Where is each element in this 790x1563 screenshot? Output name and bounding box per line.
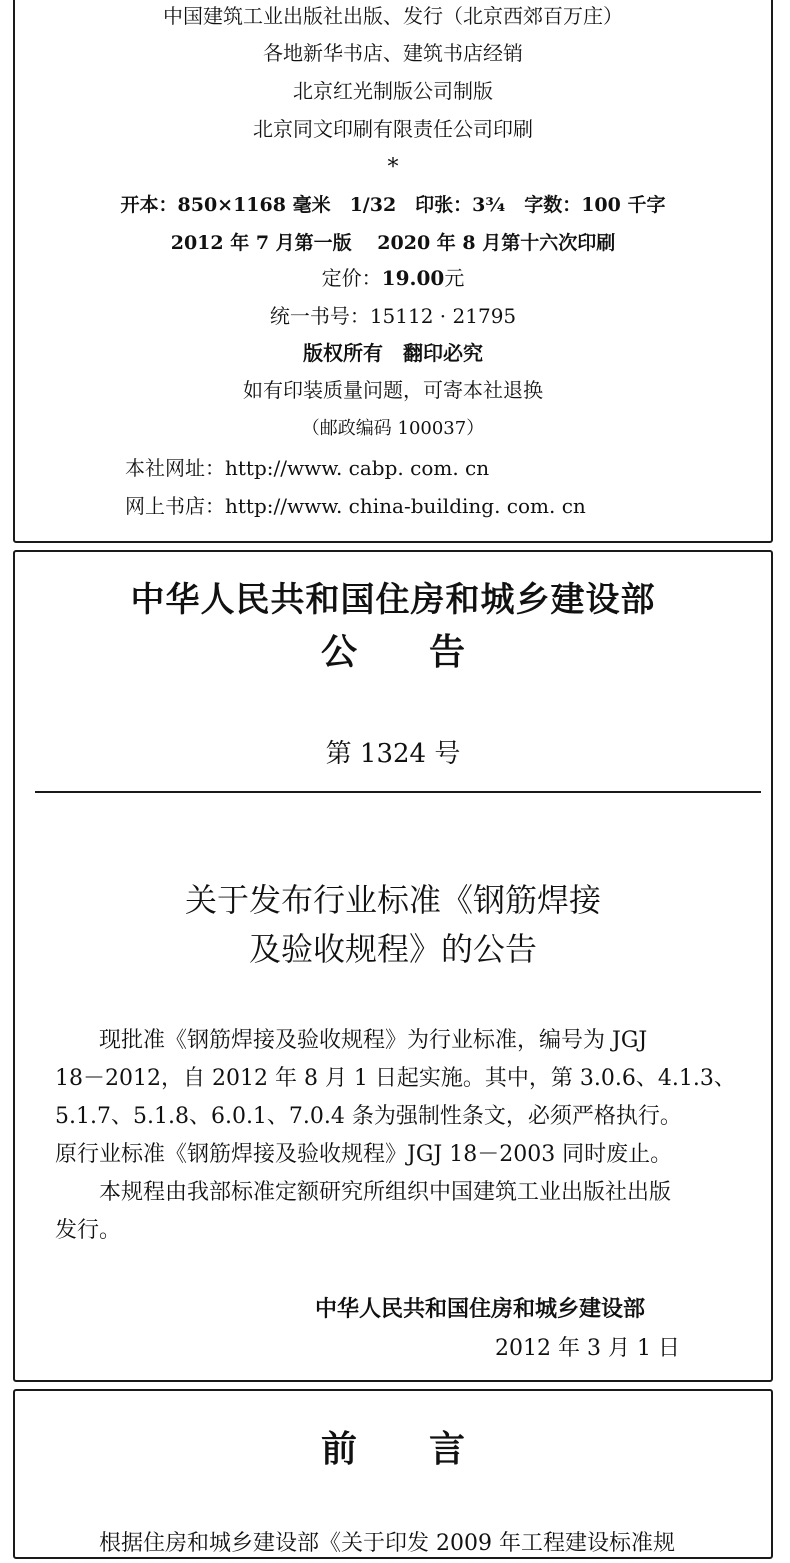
notice-subject-line-2: 及验收规程》的公告 [248, 930, 537, 968]
notice-subject-line-1: 关于发布行业标准《钢筋焊接 [184, 881, 601, 919]
announcement-panel [13, 550, 773, 1382]
separator-star: * [387, 155, 399, 180]
quality-notice: 如有印装质量问题，可寄本社退换 [243, 378, 543, 402]
price-label: 定价： [321, 266, 382, 290]
printing-line: 北京同文印刷有限责任公司印刷 [253, 117, 533, 141]
website-line: 本社网址：http://www. cabp. com. cn [125, 456, 490, 480]
edition-line: 2012 年 7 月第一版 2020 年 8 月第十六次印刷 [170, 232, 616, 254]
format-line: 开本：850×1168 毫米 1/32 印张：3¾ 字数：100 千字 [120, 194, 666, 216]
preface-panel [13, 1389, 773, 1559]
online-store-line: 网上书店：http://www. china-building. com. cn [125, 494, 586, 518]
publisher-line: 中国建筑工业出版社出版、发行（北京西郊百万庄） [163, 4, 623, 28]
platemaking-line: 北京红光制版公司制版 [293, 79, 493, 103]
body-line: 发行。 [55, 1218, 122, 1243]
announcement-date: 2012 年 3 月 1 日 [495, 1336, 680, 1361]
body-line: 本规程由我部标准定额研究所组织中国建筑工业出版社出版 [55, 1180, 672, 1205]
copyright-line: 版权所有 翻印必究 [303, 341, 483, 365]
book-number: 统一书号：15112 · 21795 [269, 304, 517, 328]
price-line [15, 266, 771, 290]
notice-word: 公 告 [320, 632, 465, 673]
price-unit: 元 [444, 266, 465, 290]
body-line: 5.1.7、5.1.8、6.0.1、7.0.4 条为强制性条文，必须严格执行。 [55, 1104, 682, 1129]
body-line: 原行业标准《钢筋焊接及验收规程》JGJ 18－2003 同时废止。 [55, 1142, 673, 1167]
body-line: 现批准《钢筋焊接及验收规程》为行业标准，编号为 JGJ [55, 1028, 648, 1053]
postcode-line: （邮政编码 100037） [301, 418, 485, 439]
ministry-title: 中华人民共和国住房和城乡建设部 [130, 580, 656, 620]
distribution-line: 各地新华书店、建筑书店经销 [263, 41, 523, 65]
price-value: 19.00 [381, 266, 445, 290]
preface-first-line: 根据住房和城乡建设部《关于印发 2009 年工程建设标准规 [55, 1531, 675, 1556]
notice-number: 第 1324 号 [325, 739, 461, 769]
imprint-panel [13, 0, 773, 543]
title-divider [35, 791, 761, 793]
body-line: 18－2012，自 2012 年 8 月 1 日起实施。其中，第 3.0.6、4.1.3、 [55, 1066, 736, 1091]
signature-ministry: 中华人民共和国住房和城乡建设部 [315, 1296, 646, 1322]
preface-title: 前 言 [320, 1429, 465, 1470]
